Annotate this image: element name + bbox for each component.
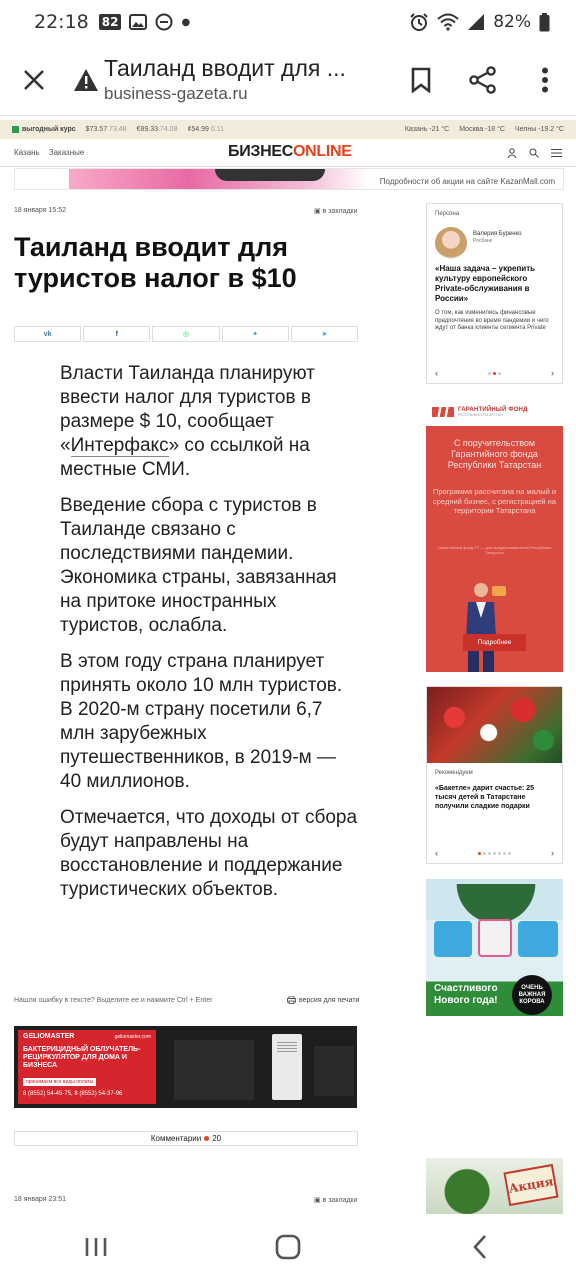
prev-arrow-icon[interactable]: ‹: [435, 848, 438, 858]
share-telegram[interactable]: [291, 326, 358, 342]
more-options-button[interactable]: [514, 67, 576, 93]
printer-icon: [287, 996, 296, 1004]
facebook-icon: f: [115, 330, 118, 338]
comments-dot-icon: [204, 1136, 209, 1141]
system-nav-bar: [0, 1214, 576, 1280]
fund-more-button[interactable]: Подробнее: [463, 634, 526, 651]
ice-cream-cup-3: [518, 921, 558, 957]
share-bar: [14, 326, 358, 342]
print-version-link[interactable]: версия для печати: [287, 996, 359, 1004]
recommend-section: Рекомендуем: [435, 770, 473, 776]
businessman-illustration: [456, 578, 506, 672]
rate-eur: €89.33 74.08: [136, 126, 178, 133]
banner-text: Подробности об акции на сайте KazanMall.com: [379, 177, 555, 186]
gym-image: [174, 1040, 254, 1100]
page-info[interactable]: [104, 55, 390, 104]
dot-icon: ●: [181, 16, 191, 28]
status-bar: [0, 0, 576, 44]
recommend-card[interactable]: [426, 686, 563, 864]
comments-label: Комментарии: [150, 1134, 202, 1143]
paragraph-4: Отмечается, что доходы от сбора будут направлены на восстановление и поддержание туристических объектов.: [60, 807, 358, 900]
ice-cream-cup-1: [434, 921, 472, 957]
recents-icon: [84, 1236, 108, 1258]
security-warning-button[interactable]: [68, 68, 104, 92]
comments-button[interactable]: [14, 1131, 358, 1146]
fund-text-1: С поручительством Гарантийного фонда Республики Татарстан: [447, 438, 542, 470]
back-button[interactable]: [450, 1222, 510, 1272]
article-headline: Таиланд вводит для туристов налог в $10: [14, 232, 297, 293]
top-banner-ad[interactable]: [14, 168, 564, 190]
bank-logo-icon: [12, 126, 19, 133]
share-vk[interactable]: [14, 326, 81, 342]
persona-desc: О том, как изменились финансовые предпочтения во время пандемии и чего ждут от банка клиенты сегмента Private: [435, 310, 549, 331]
bookmark-link[interactable]: ▣ в закладки: [314, 208, 358, 215]
ad-text-box: [18, 1030, 156, 1104]
rate-cny: ¢54.99 0.11: [187, 126, 224, 133]
share-button[interactable]: [452, 66, 514, 94]
search-icon[interactable]: [529, 148, 539, 158]
fund-logo-icon: [432, 407, 454, 417]
next-article-date: 18 января 23:51: [14, 1196, 66, 1203]
ad-brand: GELIOMASTER: [23, 1033, 75, 1040]
article-body: [60, 362, 360, 914]
fund-text-2: Программа рассчитана на малый и средний бизнес, с регистрацией на территории Татарстана: [432, 487, 557, 515]
paragraph-1: Власти Таиланда планируют ввести налог для туристов в размере $ 10, сообщает «Интерфакс» со ссылкой на местные СМИ.: [60, 363, 315, 480]
guarantee-fund-ad[interactable]: [426, 398, 563, 672]
site-logo[interactable]: БИЗНЕСONLINE: [228, 143, 352, 160]
notification-badge: 82: [99, 14, 122, 30]
persona-card[interactable]: [426, 203, 563, 384]
whatsapp-icon: ◎: [182, 331, 190, 338]
persona-pager: [435, 368, 554, 378]
bookmark-icon: [411, 67, 431, 93]
pager-dots: [488, 372, 501, 375]
article-date: 18 января 15:52: [14, 207, 66, 214]
ice-ad-text: Счастливого Нового года!: [434, 983, 498, 1006]
signal-icon: [467, 13, 485, 31]
pager-dots: [478, 852, 511, 855]
fund-text-3: Гарантийный фонд РТ — для предпринимателей Республики Татарстан: [437, 545, 552, 555]
page-title: Таиланд вводит для ...: [104, 55, 346, 81]
persona-person: [435, 227, 554, 259]
vk-icon: vk: [43, 330, 52, 338]
car-image: [215, 169, 325, 181]
status-right-icons: [409, 12, 550, 32]
user-icon[interactable]: [507, 148, 517, 158]
prev-arrow-icon[interactable]: ‹: [435, 368, 438, 378]
fund-sub: РЕСПУБЛИКИ ТАТАРСТАН: [458, 413, 503, 417]
close-icon: [23, 69, 45, 91]
ice-cream-ad[interactable]: [426, 879, 563, 1016]
do-not-disturb-icon: [155, 13, 173, 31]
gifts-image: [427, 687, 563, 763]
recirculator-grill: [277, 1040, 297, 1052]
ad-site: geliomaster.com: [114, 1034, 151, 1040]
twitter-icon: ✦: [252, 331, 259, 338]
weather-chelny: Челны -19.2 °C: [514, 126, 564, 133]
recommend-title: «Бакетле» дарит счастье: 25 тысяч детей в Татарстане получили сладкие подарки: [435, 785, 535, 810]
home-icon: [275, 1234, 301, 1260]
menu-icon[interactable]: [551, 148, 562, 158]
brand-badge: ОЧЕНЬ ВАЖНАЯ КОРОВА: [512, 975, 552, 1015]
typo-hint: Нашли ошибку в тексте? Выделите ее и нажмите Ctrl + Enter: [14, 997, 213, 1004]
warning-icon: [73, 68, 99, 92]
avatar: [435, 227, 467, 259]
back-icon: [472, 1234, 488, 1260]
comments-count: 20: [212, 1134, 222, 1143]
persona-section: Персона: [435, 211, 460, 217]
browser-toolbar: [0, 44, 576, 116]
share-twitter[interactable]: [222, 326, 289, 342]
geliomaster-ad[interactable]: [14, 1026, 357, 1108]
fund-name: ГАРАНТИЙНЫЙ ФОНД: [458, 407, 528, 413]
paragraph-2: Введение сбора с туристов в Таиланде связано с последствиями пандемии. Экономика страны, завязанная на притоке иностранных туристов, ослабла.: [60, 495, 337, 636]
ad-tag: принимаем все виды оплаты: [23, 1078, 96, 1086]
weather-list: [405, 126, 564, 133]
alarm-icon: [409, 12, 429, 32]
paragraph-3: В этом году страна планирует принять около 10 млн туристов. В 2020-м страну посетили 6,7 млн зарубежных путешественников, в 2019-м — 40 миллионов.: [60, 651, 343, 792]
gym-image-2: [314, 1046, 354, 1096]
recommend-pager: [435, 848, 554, 858]
interfax-link[interactable]: Интерфакс: [70, 435, 169, 456]
home-button[interactable]: [258, 1222, 318, 1272]
rate-usd: $73.57 73.48: [85, 126, 127, 133]
share-icon: [469, 66, 497, 94]
status-time: 22:18: [34, 11, 89, 33]
persona-name: Валерия Буренко: [473, 231, 522, 237]
battery-percent: 82%: [493, 12, 531, 32]
wifi-icon: [437, 13, 459, 31]
nav-link-kazan[interactable]: Казань: [14, 148, 40, 157]
bookmark-button[interactable]: [390, 67, 452, 93]
fund-header: [426, 398, 563, 426]
next-arrow-icon[interactable]: ›: [551, 368, 554, 378]
persona-quote: «Наша задача – укрепить культуру европейского Private-обслуживания в России»: [435, 264, 536, 303]
persona-role: Росбанк: [473, 238, 492, 244]
nav-links: [14, 148, 84, 157]
weather-kazan: Казань -21 °C: [404, 126, 450, 133]
recents-button[interactable]: [66, 1222, 126, 1272]
ad-phones: 8 (8552) 54-45-75, 8 (8552) 54-37-96: [23, 1091, 123, 1097]
next-bookmark-link[interactable]: ▣ в закладки: [314, 1197, 358, 1204]
battery-icon: [539, 13, 550, 32]
nav-link-orders[interactable]: Заказные: [48, 148, 85, 157]
close-tab-button[interactable]: [0, 69, 68, 91]
ice-cream-cup-2: [478, 919, 512, 957]
ad-headline: БАКТЕРИЦИДНЫЙ ОБЛУЧАТЕЛЬ-РЕЦИРКУЛЯТОР ДЛЯ ДОМА И БИЗНЕСА: [23, 1046, 141, 1069]
page-url: business-gazeta.ru: [104, 84, 248, 103]
share-whatsapp[interactable]: [152, 326, 219, 342]
weather-moscow: Москва -18 °C: [459, 126, 505, 133]
share-facebook[interactable]: [83, 326, 150, 342]
currency-ticker: [0, 120, 576, 139]
telegram-icon: ➤: [321, 331, 328, 338]
promo-ad[interactable]: [426, 1158, 563, 1214]
promo-tag: Акция: [503, 1164, 558, 1206]
ticker-label[interactable]: выгодный курс: [12, 126, 76, 133]
nav-icons: [507, 148, 562, 158]
next-arrow-icon[interactable]: ›: [551, 848, 554, 858]
status-left-icons: [99, 13, 190, 31]
more-vert-icon: [541, 67, 549, 93]
gallery-icon: [129, 14, 147, 30]
